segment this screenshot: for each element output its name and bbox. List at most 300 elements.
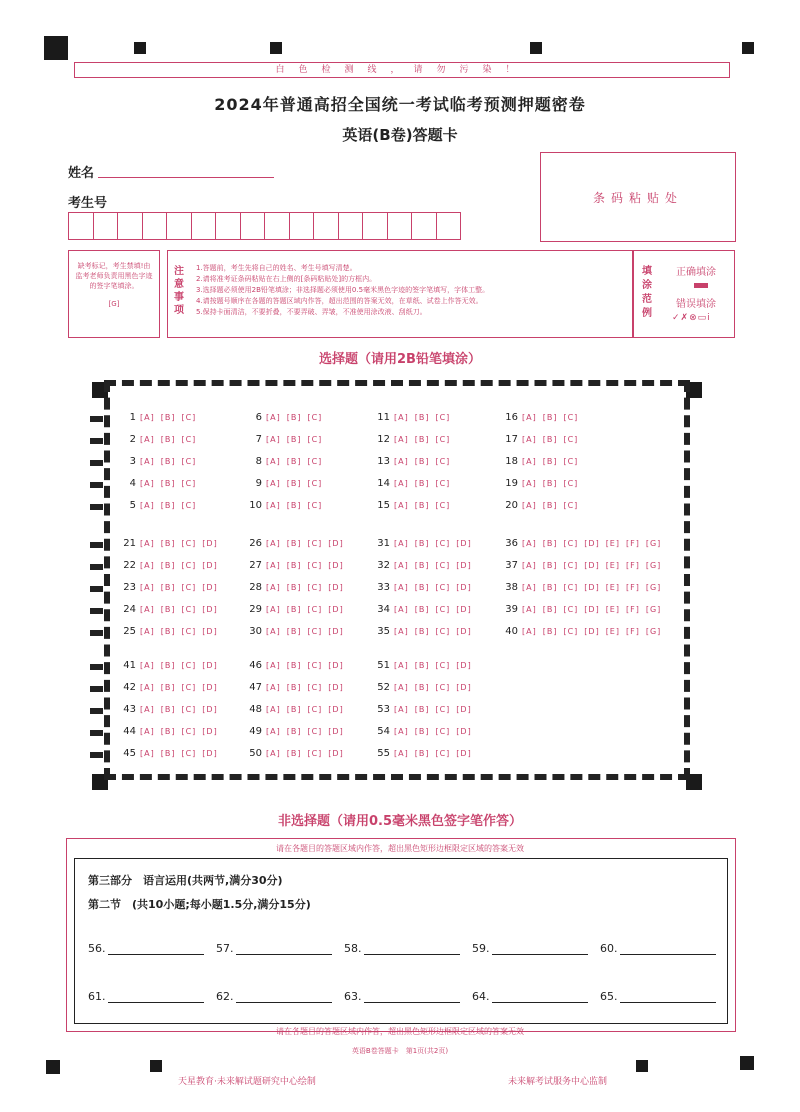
exam-number-box[interactable] <box>411 212 437 240</box>
answer-bubble[interactable]: [A] <box>140 561 155 570</box>
exam-number-box[interactable] <box>142 212 168 240</box>
answer-bubble[interactable]: [C] <box>435 457 451 466</box>
answer-bubble[interactable]: [C] <box>307 413 323 422</box>
question-23 <box>114 582 224 593</box>
answer-bubble[interactable]: [B] <box>542 561 558 570</box>
answer-bubble[interactable]: [B] <box>414 727 430 736</box>
exam-number-box[interactable] <box>387 212 413 240</box>
answer-bubble[interactable]: [E] <box>605 539 620 548</box>
exam-number-box[interactable] <box>215 212 241 240</box>
answer-bubble[interactable]: [A] <box>266 605 281 614</box>
part3-section-title: 第二节 (共10小题;每小题1.5分,满分15分) <box>88 898 311 911</box>
answer-bubble[interactable]: [A] <box>522 561 537 570</box>
notice-item: 4.请按题号顺序在各题的答题区域内作答，超出范围的答案无效，在草纸、试卷上作答无效。 <box>196 297 483 305</box>
answer-bubble[interactable]: [C] <box>563 501 579 510</box>
answer-bubble[interactable]: [B] <box>160 727 176 736</box>
answer-bubble[interactable]: [B] <box>160 583 176 592</box>
answer-bubble[interactable]: [C] <box>307 539 323 548</box>
answer-bubble[interactable]: [D] <box>328 749 344 758</box>
answer-bubble[interactable]: [A] <box>266 501 281 510</box>
answer-bubble[interactable]: [C] <box>435 413 451 422</box>
row-timing-mark <box>90 664 103 670</box>
answer-bubble[interactable]: [A] <box>394 749 409 758</box>
answer-bubble[interactable]: [F] <box>625 583 640 592</box>
answer-bubble[interactable]: [B] <box>160 561 176 570</box>
answer-bubble[interactable]: [A] <box>266 413 281 422</box>
answer-bubble[interactable]: [D] <box>328 605 344 614</box>
answer-bubble[interactable]: [C] <box>435 727 451 736</box>
answer-bubble[interactable]: [B] <box>286 661 302 670</box>
answer-bubble[interactable]: [A] <box>140 605 155 614</box>
answer-bubble[interactable]: [F] <box>625 539 640 548</box>
answer-bubble[interactable]: [G] <box>645 627 662 636</box>
answer-bubble[interactable]: [D] <box>584 627 600 636</box>
row-timing-mark <box>90 438 103 444</box>
question-number: 18 <box>505 456 518 467</box>
answer-bubble[interactable]: [B] <box>286 561 302 570</box>
answer-bubble[interactable]: [C] <box>563 435 579 444</box>
answer-bubble[interactable]: [C] <box>181 561 197 570</box>
exam-number-box[interactable] <box>338 212 364 240</box>
answer-bubble[interactable]: [A] <box>140 683 155 692</box>
answer-bubble[interactable]: [B] <box>542 435 558 444</box>
answer-bubble[interactable]: [D] <box>584 561 600 570</box>
answer-bubble[interactable]: [B] <box>286 457 302 466</box>
question-number: 33 <box>377 582 390 593</box>
row-timing-mark <box>90 460 103 466</box>
answer-bubble[interactable]: [C] <box>435 583 451 592</box>
answer-blank[interactable] <box>472 990 588 1003</box>
answer-bubble[interactable]: [B] <box>286 413 302 422</box>
answer-bubble[interactable]: [D] <box>202 561 218 570</box>
answer-blank[interactable] <box>88 990 204 1003</box>
answer-bubble[interactable]: [C] <box>181 435 197 444</box>
question-55 <box>368 748 478 759</box>
answer-bubble[interactable]: [B] <box>286 727 302 736</box>
answer-bubble[interactable]: [A] <box>140 435 155 444</box>
answer-bubble[interactable]: [D] <box>328 727 344 736</box>
blank-number: 59. <box>472 942 490 955</box>
answer-bubble[interactable]: [A] <box>140 727 155 736</box>
answer-bubble[interactable]: [B] <box>414 627 430 636</box>
answer-bubble[interactable]: [D] <box>456 627 472 636</box>
answer-bubble[interactable]: [B] <box>286 705 302 714</box>
blank-number: 65. <box>600 990 618 1003</box>
answer-bubble[interactable]: [D] <box>328 627 344 636</box>
blank-number: 56. <box>88 942 106 955</box>
answer-bubble[interactable]: [G] <box>645 539 662 548</box>
answer-bubble[interactable]: [D] <box>456 661 472 670</box>
answer-bubble[interactable]: [C] <box>181 683 197 692</box>
answer-bubble[interactable]: [A] <box>266 561 281 570</box>
answer-bubble[interactable]: [C] <box>435 683 451 692</box>
absent-mark-box[interactable] <box>68 250 160 338</box>
answer-bubble[interactable]: [C] <box>181 413 197 422</box>
exam-number-box[interactable] <box>117 212 143 240</box>
answer-bubble[interactable]: [B] <box>414 435 430 444</box>
answer-bubble[interactable]: [C] <box>307 583 323 592</box>
answer-bubble[interactable]: [G] <box>645 583 662 592</box>
answer-bubble[interactable]: [C] <box>435 561 451 570</box>
exam-number-box[interactable] <box>362 212 388 240</box>
answer-bubble[interactable]: [A] <box>266 683 281 692</box>
answer-bubble[interactable]: [D] <box>328 539 344 548</box>
footer-left: 天星教育·未来解试题研究中心绘制 <box>178 1077 316 1087</box>
answer-bubble[interactable]: [B] <box>286 749 302 758</box>
answer-bubble[interactable]: [D] <box>202 661 218 670</box>
name-field[interactable] <box>98 176 274 178</box>
answer-bubble[interactable]: [F] <box>625 561 640 570</box>
answer-bubble[interactable]: [A] <box>394 727 409 736</box>
answer-bubble[interactable]: [C] <box>181 749 197 758</box>
answer-bubble[interactable]: [D] <box>202 539 218 548</box>
answer-bubble[interactable]: [A] <box>266 749 281 758</box>
answer-bubble[interactable]: [B] <box>414 705 430 714</box>
answer-bubble[interactable]: [B] <box>414 457 430 466</box>
answer-bubble[interactable]: [B] <box>542 457 558 466</box>
row-timing-mark <box>90 608 103 614</box>
answer-bubble[interactable]: [B] <box>286 501 302 510</box>
blank-line[interactable] <box>620 991 716 1003</box>
answer-bubble[interactable]: [D] <box>202 583 218 592</box>
answer-bubble[interactable]: [B] <box>414 683 430 692</box>
answer-bubble[interactable]: [C] <box>563 605 579 614</box>
answer-bubble[interactable]: [B] <box>542 605 558 614</box>
answer-bubble[interactable]: [B] <box>542 583 558 592</box>
answer-bubble[interactable]: [D] <box>202 727 218 736</box>
answer-bubble[interactable]: [C] <box>181 479 197 488</box>
answer-bubble[interactable]: [A] <box>140 413 155 422</box>
answer-blank[interactable] <box>216 990 332 1003</box>
answer-bubble[interactable]: [B] <box>542 501 558 510</box>
answer-bubble[interactable]: [D] <box>328 683 344 692</box>
answer-bubble[interactable]: [D] <box>456 583 472 592</box>
answer-bubble[interactable]: [B] <box>414 413 430 422</box>
answer-bubble[interactable]: [E] <box>605 583 620 592</box>
answer-bubble[interactable]: [A] <box>266 583 281 592</box>
answer-bubble[interactable]: [B] <box>414 661 430 670</box>
answer-bubble[interactable]: [B] <box>414 749 430 758</box>
answer-bubble[interactable]: [D] <box>456 727 472 736</box>
answer-bubble[interactable]: [C] <box>181 457 197 466</box>
answer-bubble[interactable]: [A] <box>394 627 409 636</box>
question-31 <box>368 538 478 549</box>
answer-blank[interactable] <box>472 942 588 955</box>
answer-bubble[interactable]: [A] <box>266 661 281 670</box>
question-number: 52 <box>377 682 390 693</box>
answer-bubble[interactable]: [C] <box>563 539 579 548</box>
answer-bubble[interactable]: [E] <box>605 605 620 614</box>
answer-bubble[interactable]: [C] <box>307 561 323 570</box>
blank-line[interactable] <box>492 991 588 1003</box>
blank-line[interactable] <box>364 991 460 1003</box>
answer-bubble[interactable]: [C] <box>181 583 197 592</box>
answer-bubble[interactable]: [A] <box>266 627 281 636</box>
answer-blank[interactable] <box>344 942 460 955</box>
answer-bubble[interactable]: [B] <box>414 539 430 548</box>
answer-bubble[interactable]: [C] <box>563 479 579 488</box>
answer-bubble[interactable]: [D] <box>202 683 218 692</box>
exam-number-box[interactable] <box>191 212 217 240</box>
question-25 <box>114 626 224 637</box>
answer-bubble[interactable]: [A] <box>394 605 409 614</box>
answer-blank[interactable] <box>88 942 204 955</box>
answer-bubble[interactable]: [B] <box>160 705 176 714</box>
blank-line[interactable] <box>236 991 332 1003</box>
answer-bubble[interactable]: [A] <box>266 539 281 548</box>
answer-bubble[interactable]: [B] <box>160 435 176 444</box>
notice-box <box>167 250 633 338</box>
answer-bubble[interactable]: [C] <box>307 705 323 714</box>
answer-bubble[interactable]: [A] <box>394 457 409 466</box>
blank-line[interactable] <box>620 943 716 955</box>
answer-bubble[interactable]: [A] <box>140 479 155 488</box>
answer-bubble[interactable]: [C] <box>307 479 323 488</box>
answer-bubble[interactable]: [B] <box>414 583 430 592</box>
answer-bubble[interactable]: [B] <box>160 683 176 692</box>
answer-bubble[interactable]: [B] <box>286 539 302 548</box>
answer-bubble[interactable]: [F] <box>625 605 640 614</box>
exam-number-box[interactable] <box>240 212 266 240</box>
answer-bubble[interactable]: [B] <box>160 661 176 670</box>
answer-bubble[interactable]: [C] <box>435 501 451 510</box>
answer-blank[interactable] <box>216 942 332 955</box>
answer-bubble[interactable]: [C] <box>435 479 451 488</box>
answer-bubble[interactable]: [D] <box>202 749 218 758</box>
question-number: 7 <box>255 434 262 445</box>
answer-bubble[interactable]: [A] <box>394 413 409 422</box>
answer-bubble[interactable]: [A] <box>522 479 537 488</box>
blank-number: 60. <box>600 942 618 955</box>
answer-bubble[interactable]: [A] <box>266 435 281 444</box>
answer-bubble[interactable]: [C] <box>181 661 197 670</box>
answer-bubble[interactable]: [A] <box>140 627 155 636</box>
answer-bubble[interactable]: [C] <box>307 661 323 670</box>
answer-bubble[interactable]: [A] <box>522 605 537 614</box>
answer-bubble[interactable]: [C] <box>181 605 197 614</box>
answer-bubble[interactable]: [B] <box>414 501 430 510</box>
answer-bubble[interactable]: [B] <box>286 683 302 692</box>
answer-bubble[interactable]: [C] <box>563 583 579 592</box>
row-timing-mark <box>90 586 103 592</box>
answer-bubble[interactable]: [D] <box>456 749 472 758</box>
question-45 <box>114 748 224 759</box>
answer-bubble[interactable]: [B] <box>542 627 558 636</box>
answer-bubble[interactable]: [C] <box>307 727 323 736</box>
answer-bubble[interactable]: [D] <box>456 683 472 692</box>
answer-bubble[interactable]: [B] <box>160 457 176 466</box>
page-title: 2024年普通高招全国统一考试临考预测押题密卷 <box>214 95 586 114</box>
answer-bubble[interactable]: [A] <box>140 457 155 466</box>
answer-bubble[interactable]: [B] <box>160 479 176 488</box>
answer-bubble[interactable]: [A] <box>266 705 281 714</box>
answer-bubble[interactable]: [E] <box>605 627 620 636</box>
answer-bubble[interactable]: [A] <box>140 583 155 592</box>
answer-bubble[interactable]: [C] <box>307 435 323 444</box>
exam-number-boxes[interactable] <box>68 212 460 240</box>
answer-bubble[interactable]: [D] <box>328 661 344 670</box>
answer-bubble[interactable]: [A] <box>394 683 409 692</box>
exam-number-box[interactable] <box>313 212 339 240</box>
answer-bubble[interactable]: [B] <box>414 479 430 488</box>
answer-bubble[interactable]: [D] <box>328 705 344 714</box>
answer-bubble[interactable]: [E] <box>605 561 620 570</box>
answer-bubble[interactable]: [A] <box>266 479 281 488</box>
answer-bubble[interactable]: [F] <box>625 627 640 636</box>
blank-line[interactable] <box>236 943 332 955</box>
blank-line[interactable] <box>492 943 588 955</box>
answer-bubble[interactable]: [C] <box>563 457 579 466</box>
exam-number-box[interactable] <box>166 212 192 240</box>
answer-bubble[interactable]: [A] <box>394 561 409 570</box>
exam-number-box[interactable] <box>93 212 119 240</box>
exam-number-box[interactable] <box>68 212 94 240</box>
answer-bubble[interactable]: [A] <box>140 749 155 758</box>
question-number: 42 <box>123 682 136 693</box>
question-9 <box>240 478 328 489</box>
answer-bubble[interactable]: [A] <box>522 539 537 548</box>
answer-bubble[interactable]: [A] <box>140 661 155 670</box>
answer-bubble[interactable]: [D] <box>328 583 344 592</box>
non-choice-warning-bottom: 请在各题目的答题区域内作答，超出黑色矩形边框限定区域的答案无效 <box>276 1027 524 1036</box>
question-16 <box>496 412 584 423</box>
answer-bubble[interactable]: [B] <box>286 435 302 444</box>
question-number: 48 <box>249 704 262 715</box>
question-50 <box>240 748 350 759</box>
answer-bubble[interactable]: [C] <box>181 627 197 636</box>
answer-bubble[interactable]: [B] <box>160 501 176 510</box>
answer-bubble[interactable]: [C] <box>181 501 197 510</box>
blank-line[interactable] <box>108 943 204 955</box>
question-12 <box>368 434 456 445</box>
answer-bubble[interactable]: [B] <box>414 561 430 570</box>
answer-bubble[interactable]: [C] <box>435 539 451 548</box>
question-number: 36 <box>505 538 518 549</box>
answer-bubble[interactable]: [B] <box>160 627 176 636</box>
answer-bubble[interactable]: [A] <box>394 539 409 548</box>
answer-bubble[interactable]: [C] <box>307 501 323 510</box>
fill-wrong-label: 错误填涂 <box>676 299 716 310</box>
answer-bubble[interactable]: [D] <box>202 605 218 614</box>
question-1 <box>114 412 202 423</box>
question-29 <box>240 604 350 615</box>
answer-bubble[interactable]: [B] <box>542 413 558 422</box>
question-52 <box>368 682 478 693</box>
answer-bubble[interactable]: [D] <box>456 605 472 614</box>
answer-bubble[interactable]: [D] <box>456 539 472 548</box>
answer-bubble[interactable]: [B] <box>542 479 558 488</box>
answer-bubble[interactable]: [C] <box>563 627 579 636</box>
answer-bubble[interactable]: [D] <box>456 561 472 570</box>
answer-blank[interactable] <box>600 942 716 955</box>
exam-number-box[interactable] <box>289 212 315 240</box>
answer-bubble[interactable]: [A] <box>394 479 409 488</box>
answer-bubble[interactable]: [A] <box>522 501 537 510</box>
answer-bubble[interactable]: [C] <box>435 435 451 444</box>
answer-bubble[interactable]: [D] <box>328 561 344 570</box>
exam-number-box[interactable] <box>264 212 290 240</box>
answer-bubble[interactable]: [C] <box>435 627 451 636</box>
question-24 <box>114 604 224 615</box>
question-number: 49 <box>249 726 262 737</box>
answer-bubble[interactable]: [C] <box>435 749 451 758</box>
question-38 <box>496 582 667 593</box>
answer-bubble[interactable]: [C] <box>181 705 197 714</box>
answer-bubble[interactable]: [C] <box>563 413 579 422</box>
answer-bubble[interactable]: [C] <box>181 539 197 548</box>
answer-bubble[interactable]: [C] <box>435 661 451 670</box>
answer-bubble[interactable]: [A] <box>522 435 537 444</box>
answer-bubble[interactable]: [C] <box>307 457 323 466</box>
answer-bubble[interactable]: [B] <box>160 413 176 422</box>
answer-bubble[interactable]: [A] <box>522 583 537 592</box>
answer-bubble[interactable]: [C] <box>307 749 323 758</box>
answer-bubble[interactable]: [D] <box>202 627 218 636</box>
answer-bubble[interactable]: [A] <box>394 435 409 444</box>
question-number: 19 <box>505 478 518 489</box>
answer-bubble[interactable]: [B] <box>160 539 176 548</box>
answer-bubble[interactable]: [D] <box>584 605 600 614</box>
answer-bubble[interactable]: [C] <box>435 705 451 714</box>
answer-bubble[interactable]: [A] <box>140 705 155 714</box>
answer-bubble[interactable]: [A] <box>522 627 537 636</box>
row-timing-mark <box>90 730 103 736</box>
blank-line[interactable] <box>108 991 204 1003</box>
answer-bubble[interactable]: [A] <box>394 583 409 592</box>
answer-bubble[interactable]: [C] <box>563 561 579 570</box>
answer-bubble[interactable]: [D] <box>456 705 472 714</box>
answer-bubble[interactable]: [A] <box>522 413 537 422</box>
timing-mark <box>742 42 754 54</box>
answer-bubble[interactable]: [C] <box>307 683 323 692</box>
blank-line[interactable] <box>364 943 460 955</box>
answer-bubble[interactable]: [G] <box>645 605 662 614</box>
answer-bubble[interactable]: [B] <box>160 749 176 758</box>
question-43 <box>114 704 224 715</box>
question-number: 24 <box>123 604 136 615</box>
answer-bubble[interactable]: [D] <box>584 539 600 548</box>
answer-bubble[interactable]: [A] <box>394 501 409 510</box>
answer-bubble[interactable]: [B] <box>542 539 558 548</box>
answer-bubble[interactable]: [C] <box>181 727 197 736</box>
answer-bubble[interactable]: [G] <box>645 561 662 570</box>
answer-bubble[interactable]: [A] <box>522 457 537 466</box>
blank-number: 62. <box>216 990 234 1003</box>
answer-bubble[interactable]: [C] <box>435 605 451 614</box>
answer-bubble[interactable]: [B] <box>160 605 176 614</box>
answer-bubble[interactable]: [A] <box>394 661 409 670</box>
question-number: 54 <box>377 726 390 737</box>
answer-blank[interactable] <box>344 990 460 1003</box>
answer-bubble[interactable]: [A] <box>266 457 281 466</box>
answer-bubble[interactable]: [A] <box>140 501 155 510</box>
answer-bubble[interactable]: [A] <box>140 539 155 548</box>
answer-bubble[interactable]: [B] <box>286 479 302 488</box>
answer-blank[interactable] <box>600 990 716 1003</box>
answer-bubble[interactable]: [D] <box>584 583 600 592</box>
exam-number-box[interactable] <box>436 212 462 240</box>
answer-bubble[interactable]: [A] <box>394 705 409 714</box>
answer-bubble[interactable]: [B] <box>286 605 302 614</box>
answer-bubble[interactable]: [C] <box>307 605 323 614</box>
question-10 <box>240 500 328 511</box>
answer-bubble[interactable]: [A] <box>266 727 281 736</box>
answer-bubble[interactable]: [C] <box>307 627 323 636</box>
answer-bubble[interactable]: [B] <box>286 583 302 592</box>
answer-bubble[interactable]: [B] <box>414 605 430 614</box>
answer-bubble[interactable]: [B] <box>286 627 302 636</box>
answer-bubble[interactable]: [D] <box>202 705 218 714</box>
